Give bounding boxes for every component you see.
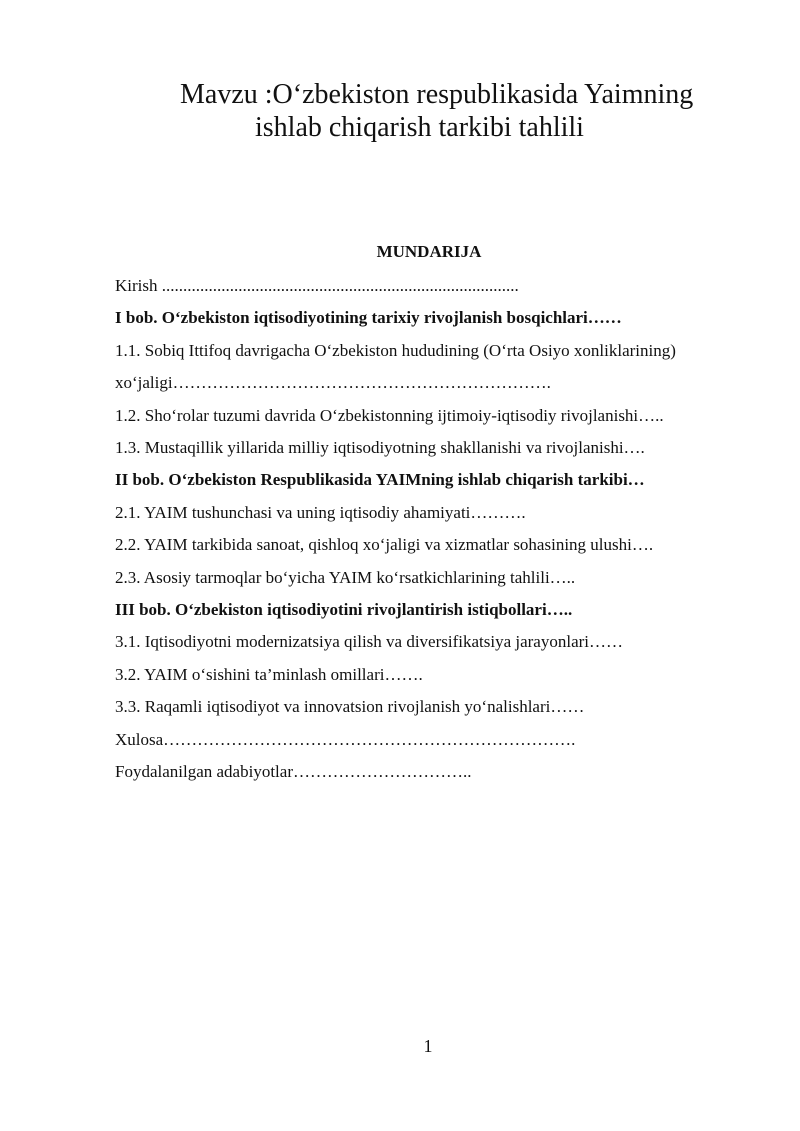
table-of-contents — [115, 270, 755, 789]
toc-entry: xo‘jaligi…………………………………………………………. — [115, 373, 551, 393]
toc-entry: 1.1. Sobiq Ittifoq davrigacha O‘zbekiston hududining (O‘rta Osiyo xonliklarining) — [115, 340, 676, 360]
toc-entry: Kirish .................................................................................... — [115, 276, 519, 295]
toc-entry: Foydalanilgan adabiyotlar………………………….. — [115, 762, 472, 782]
toc-entry: 2.2. YAIM tarkibida sanoat, qishloq xo‘jaligi va xizmatlar sohasining ulushi…. — [115, 535, 654, 555]
toc-entry: 2.1. YAIM tushunchasi va uning iqtisodiy ahamiyati………. — [115, 502, 526, 522]
toc-entry: 1.3. Mustaqillik yillarida milliy iqtisodiyotning shakllanishi va rivojlanishi…. — [115, 438, 645, 458]
toc-chapter-entry: II bob. O‘zbekiston Respublikasida YAIMning ishlab chiqarish tarkibi… — [115, 470, 645, 490]
toc-chapter-entry: I bob. O‘zbekiston iqtisodiyotining tarixiy rivojlanish bosqichlari…… — [115, 308, 622, 328]
title-line-1: Mavzu :O‘zbekiston respublikasida Yaimning — [180, 79, 694, 110]
toc-entry: 3.2. YAIM o‘sishini ta’minlash omillari……. — [115, 664, 423, 684]
toc-entry: 2.3. Asosiy tarmoqlar bo‘yicha YAIM ko‘rsatkichlarining tahlili….. — [115, 567, 576, 587]
toc-entry: Xulosa………………………………………………………………. — [115, 729, 576, 749]
toc-heading: MUNDARIJA — [376, 242, 482, 261]
toc-entry: 1.2. Sho‘rolar tuzumi davrida O‘zbekistonning ijtimoiy-iqtisodiy rivojlanishi….. — [115, 405, 664, 425]
toc-chapter-entry: III bob. O‘zbekiston iqtisodiyotini rivojlantirish istiqbollari….. — [115, 600, 573, 620]
toc-entry: 3.1. Iqtisodiyotni modernizatsiya qilish va diversifikatsiya jarayonlari…… — [115, 632, 624, 652]
page-number: 1 — [423, 1036, 433, 1056]
title-line-2: ishlab chiqarish tarkibi tahlili — [255, 112, 584, 143]
toc-entry: 3.3. Raqamli iqtisodiyot va innovatsion rivojlanish yo‘nalishlari…… — [115, 697, 585, 717]
